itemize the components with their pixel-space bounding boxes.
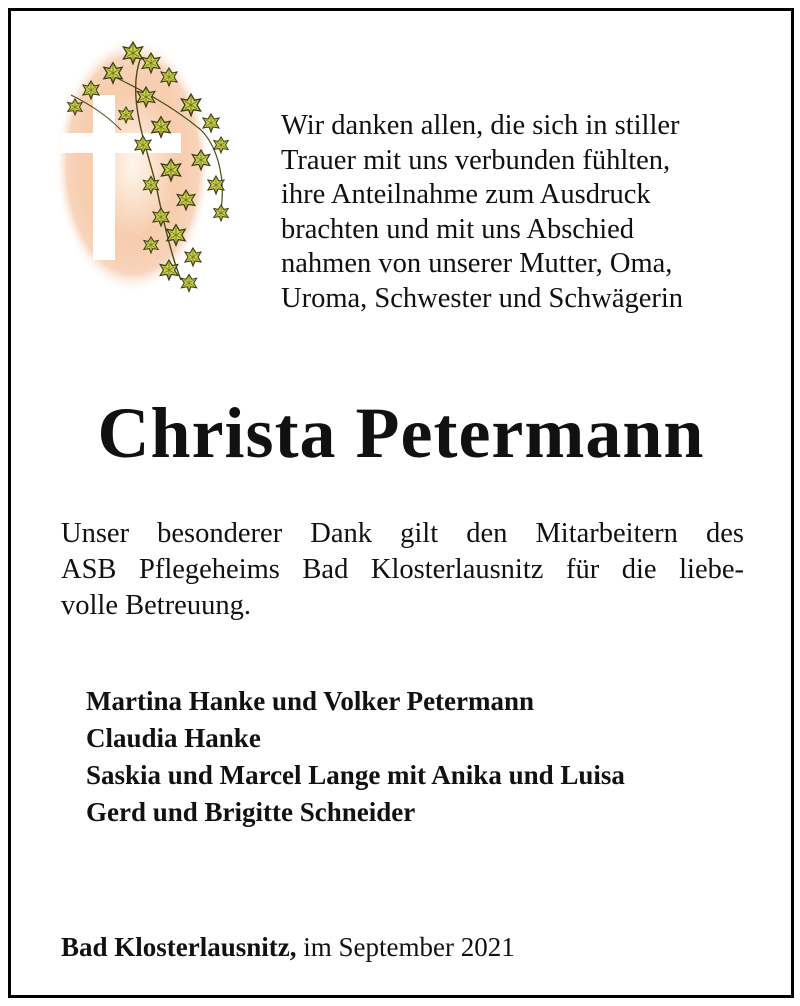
- notice-frame: [8, 8, 794, 998]
- intro-line: nahmen von unserer Mutter, Oma,: [281, 248, 673, 279]
- intro-line: brachten und mit uns Abschied: [281, 213, 635, 245]
- family-line: Martina Hanke und Volker Petermann: [86, 686, 535, 716]
- intro-line: Trauer mit uns verbunden fühlten,: [281, 144, 671, 176]
- signoff-date: im September 2021: [303, 932, 515, 962]
- signoff-place: Bad Klosterlausnitz,: [61, 932, 297, 962]
- family-line: Claudia Hanke: [86, 723, 261, 753]
- signoff: [61, 929, 515, 965]
- intro-line: Wir danken allen, die sich in stiller: [281, 110, 680, 141]
- special-thanks-line: Unser besonderer Dank gilt den Mitarbeitern des: [61, 518, 744, 549]
- special-thanks-line: volle Betreuung.: [61, 590, 251, 621]
- special-thanks-line: ASB Pflegeheims Bad Klosterlausnitz für die liebe-: [61, 554, 744, 585]
- intro-line: Uroma, Schwester und Schwägerin: [281, 282, 684, 314]
- family-line: Saskia und Marcel Lange mit Anika und Luisa: [86, 760, 625, 790]
- intro-line: ihre Anteilnahme zum Ausdruck: [281, 179, 651, 210]
- deceased-name: Christa Petermann: [97, 393, 705, 473]
- family-signatures: [86, 683, 625, 831]
- cross-with-ivy-icon: [51, 35, 241, 297]
- thanks-intro-text: [281, 109, 781, 316]
- special-thanks-text: [61, 516, 744, 624]
- family-line: Gerd und Brigitte Schneider: [86, 797, 416, 827]
